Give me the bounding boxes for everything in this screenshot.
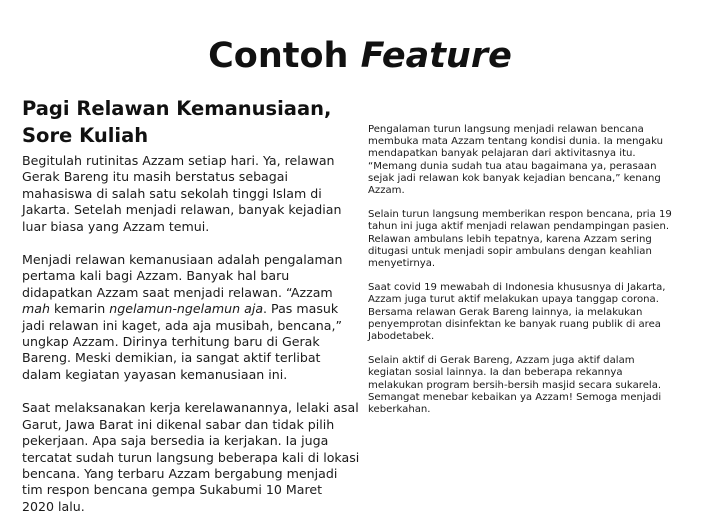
text-line: Pengalaman turun langsung menjadi relawan bencana: [368, 124, 644, 135]
heading-line-1: Pagi Relawan Kemanusiaan,: [22, 97, 332, 120]
text-line: pertama kali bagi Azzam. Banyak hal baru: [22, 268, 290, 284]
text-line: melakukan program bersih-bersih masjid secara sukarela.: [368, 379, 662, 391]
text-line: tim respon bencana gempa Sukabumi 10 Maret: [22, 482, 323, 498]
text-line: Gerak Bareng itu masih berstatus sebagai: [22, 169, 288, 185]
right-paragraph-2: [368, 209, 703, 270]
text-line: luar biasa yang Azzam temui.: [22, 218, 210, 234]
text-line: kegiatan sosial lainnya. Ia dan beberapa rekannya: [368, 367, 623, 379]
left-column: [22, 95, 360, 532]
text-line: Saat covid 19 mewabah di Indonesia khususnya di Jakarta,: [368, 282, 666, 294]
right-paragraph-4: [368, 355, 703, 416]
text-line: dalam kegiatan yayasan kemanusiaan ini.: [22, 366, 288, 382]
text-line: jadi relawan ini kaget, ada aja musibah, bencana,”: [22, 317, 343, 333]
text-line: Selain turun langsung memberikan respon bencana, pria 19: [368, 209, 672, 221]
text-fragment: kemarin: [49, 301, 110, 317]
left-paragraph-3: [22, 400, 360, 515]
text-line: Azzam juga turut aktif melakukan upaya tanggap corona.: [368, 294, 659, 306]
left-paragraph-1: [22, 153, 347, 235]
text-fragment: . Pas masuk: [263, 301, 339, 317]
text-line: “Memang dunia sudah tua atau bagaimana ya, perasaan: [368, 160, 657, 172]
italic-word: mah: [22, 301, 50, 317]
text-line: tahun ini juga aktif menjadi relawan pendampingan pasien.: [368, 221, 670, 233]
text-line: 2020 lalu.: [22, 498, 85, 514]
text-line: pekerjaan. Apa saja bersedia ia kerjakan. Ia juga: [22, 433, 329, 449]
text-line: Jabodetabek.: [368, 331, 435, 343]
text-line: Semangat menebar kebaikan ya Azzam! Semoga menjadi: [368, 391, 662, 403]
text-line: bencana. Yang terbaru Azzam bergabung menjadi: [22, 465, 338, 481]
text-line: Azzam.: [368, 185, 405, 197]
slide-title-main: Contoh: [208, 36, 349, 76]
text-line: mahasiswa di salah satu sekolah tinggi Islam di: [22, 185, 322, 201]
article-heading: [22, 95, 347, 149]
text-line-mixed: [22, 301, 347, 317]
text-line: keberkahan.: [368, 404, 431, 416]
text-line: mendapatkan banyak pelajaran dari aktivitasnya itu.: [368, 148, 636, 160]
italic-phrase: ngelamun-ngelamun aja: [109, 301, 264, 317]
right-paragraph-1: [368, 124, 703, 197]
left-paragraph-2: [22, 252, 347, 383]
text-line: Menjadi relawan kemanusiaan adalah pengalaman: [22, 252, 343, 268]
text-line: didapatkan Azzam saat menjadi relawan. “Azzam: [22, 284, 333, 300]
slide-title: [0, 34, 720, 78]
text-line: tercatat sudah turun langsung beberapa kali di lokasi: [22, 449, 360, 465]
text-line: membuka mata Azzam tentang kondisi dunia. Ia mengaku: [368, 136, 664, 148]
text-line: Saat melaksanakan kerja kerelawanannya, lelaki asal: [22, 400, 359, 416]
text-line: penyemprotan disinfektan ke banyak ruang publik di area: [368, 318, 661, 330]
text-line: Selain aktif di Gerak Bareng, Azzam juga aktif dalam: [368, 355, 635, 367]
text-line: Bareng. Meski demikian, ia sangat aktif terlibat: [22, 350, 321, 366]
text-line: Bersama relawan Gerak Bareng lainnya, ia melakukan: [368, 306, 643, 318]
heading-line-2: Sore Kuliah: [22, 124, 149, 147]
text-line: Begitulah rutinitas Azzam setiap hari. Ya, relawan: [22, 153, 335, 168]
text-line: Relawan ambulans lebih tepatnya, karena Azzam sering: [368, 233, 652, 245]
slide-title-emphasis: Feature: [360, 36, 512, 76]
right-column: [368, 124, 703, 428]
text-line: Garut, Jawa Barat ini dikenal sabar dan tidak pilih: [22, 416, 335, 432]
text-line: menyetirnya.: [368, 258, 436, 270]
text-line: sejak jadi relawan kok banyak kejadian bencana,” kenang: [368, 172, 661, 184]
text-line: ungkap Azzam. Dirinya terhitung baru di Gerak: [22, 334, 320, 350]
right-paragraph-3: [368, 282, 703, 343]
text-line: Jakarta. Setelah menjadi relawan, banyak kejadian: [22, 202, 342, 218]
text-line: ditugasi untuk menjadi sopir ambulans dengan keahlian: [368, 245, 652, 257]
